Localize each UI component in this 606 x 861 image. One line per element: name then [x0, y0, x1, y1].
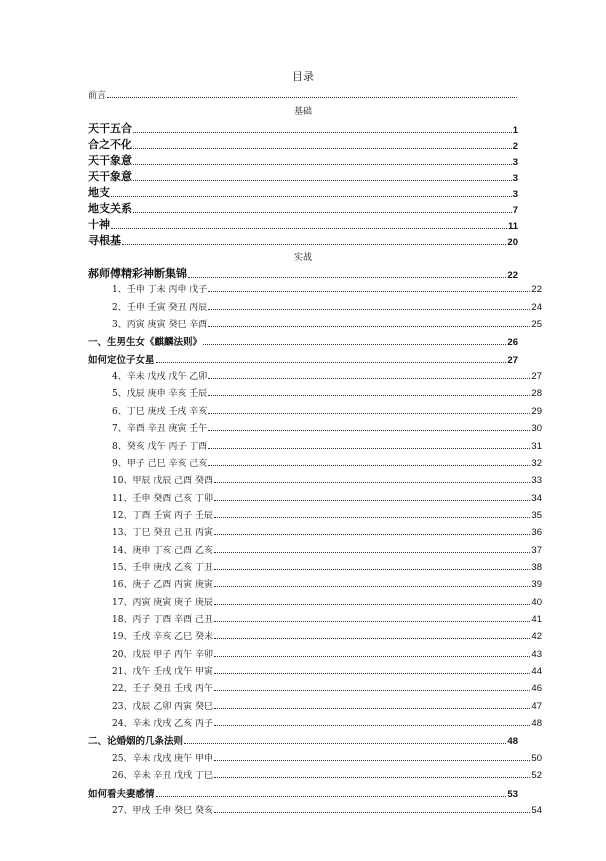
dot-leader [214, 551, 530, 553]
toc-entry-label: 5、戊辰 庚申 辛亥 壬辰 [112, 389, 208, 399]
toc-entry[interactable] [88, 168, 518, 184]
dot-leader [208, 394, 530, 396]
toc-entry-page: 27 [531, 371, 542, 382]
dot-leader [214, 811, 530, 813]
dot-leader [214, 620, 530, 622]
toc-entry-page: 37 [531, 545, 542, 556]
toc-entry[interactable] [88, 473, 542, 486]
toc-entry-page: 48 [507, 736, 518, 747]
toc-entry[interactable] [88, 803, 542, 816]
toc-entry-label: 4、辛未 戊戌 戊午 乙卯 [112, 372, 208, 382]
toc-entry-label: 26、辛未 辛丑 戊戌 丁巳 [112, 771, 214, 781]
toc-entry[interactable] [88, 439, 542, 452]
toc-entry-label: 17、丙寅 庚寅 庚子 庚辰 [112, 598, 214, 608]
page-title: 目录 [292, 70, 314, 83]
dot-leader [208, 429, 530, 431]
dot-leader [156, 361, 507, 363]
dot-leader [214, 689, 530, 691]
dot-leader [122, 243, 506, 245]
toc-entry-label: 二、论婚姻的几条法则 [88, 736, 184, 747]
toc-entry-page: 46 [531, 683, 542, 694]
toc-entry-label: 合之不化 [88, 138, 132, 151]
toc-entry[interactable] [88, 136, 518, 152]
dot-leader [214, 585, 530, 587]
toc-entry-label: 21、戊午 壬戌 戊午 甲寅 [112, 667, 214, 677]
toc-entry-page: 28 [531, 388, 542, 399]
toc-entry[interactable] [88, 282, 542, 295]
toc-entry-label: 寻根基 [88, 234, 121, 247]
toc-entry-label: 15、壬申 庚戌 乙亥 丁丑 [112, 563, 214, 573]
toc-entry[interactable] [88, 184, 518, 200]
toc-entry[interactable] [88, 334, 518, 348]
toc-entry-page: 1 [512, 125, 518, 136]
dot-leader [208, 290, 530, 292]
toc-entry[interactable] [88, 386, 542, 399]
toc-entry[interactable] [88, 612, 542, 625]
dot-leader [208, 412, 530, 414]
toc-entry-label: 16、庚子 乙酉 丙寅 庚寅 [112, 580, 214, 590]
toc-entry-page: 32 [531, 458, 542, 469]
toc-entry-preface[interactable] [88, 88, 518, 101]
dot-leader [208, 377, 530, 379]
toc-entry-label: 24、辛未 戊戌 乙亥 丙子 [112, 719, 214, 729]
toc-entry-label: 郝师傅精彩神断集锦 [88, 267, 187, 280]
toc-entry[interactable] [88, 647, 542, 660]
dot-leader [214, 759, 530, 761]
dot-leader [133, 131, 512, 133]
toc-entry-label: 9、甲子 己巳 辛亥 己亥 [112, 459, 208, 469]
toc-entry-page: 25 [531, 319, 542, 330]
dot-leader [111, 227, 507, 229]
toc-entry[interactable] [88, 595, 542, 608]
toc-entry-label: 10、甲辰 戊辰 己酉 癸酉 [112, 476, 214, 486]
toc-entry[interactable] [88, 681, 542, 694]
toc-entry-label: 27、甲戌 壬申 癸巳 癸亥 [112, 806, 214, 816]
toc-entry-label: 1、壬申 丁未 丙申 戊子 [112, 285, 208, 295]
toc-entry-page: 24 [531, 302, 542, 313]
toc-entry-label: 3、丙寅 庚寅 癸巳 辛酉 [112, 320, 208, 330]
dot-leader [214, 655, 530, 657]
toc-entry-page: 39 [531, 579, 542, 590]
toc-entry[interactable] [88, 120, 518, 136]
toc-entry-label: 22、壬子 癸丑 壬戌 丙午 [112, 684, 214, 694]
dot-leader [214, 568, 530, 570]
toc-entry-label: 12、丁酉 壬寅 丙子 壬辰 [112, 511, 214, 521]
toc-entry[interactable] [88, 265, 518, 281]
toc-entry[interactable] [88, 491, 542, 504]
toc-entry[interactable] [88, 317, 542, 330]
toc-entry-page: 7 [512, 205, 518, 216]
toc-entry-page: 34 [531, 493, 542, 504]
toc-entry[interactable] [88, 786, 518, 800]
toc-entry[interactable] [88, 629, 542, 642]
dot-leader [111, 195, 512, 197]
toc-entry-label: 11、壬申 癸酉 己亥 丁卯 [112, 494, 214, 504]
toc-entry-page: 3 [512, 173, 518, 184]
toc-entry-label: 一、生男生女《麒麟法则》 [88, 337, 203, 348]
toc-entry-page: 43 [531, 649, 542, 660]
section-heading-basic: 基础 [293, 107, 312, 117]
toc-entry-page: 54 [531, 805, 542, 816]
dot-leader [184, 742, 506, 744]
toc-entry-page: 50 [531, 753, 542, 764]
toc-entry-page: 38 [531, 562, 542, 573]
toc-entry-page: 26 [507, 337, 518, 348]
toc-entry-page: 11 [507, 221, 518, 232]
toc-entry-label: 地支关系 [88, 202, 132, 215]
dot-leader [203, 343, 506, 345]
toc-entry-page: 31 [531, 441, 542, 452]
dot-leader [214, 637, 530, 639]
toc-entry-page: 33 [531, 475, 542, 486]
toc-entry-page: 20 [507, 237, 518, 248]
toc-entry-label: 23、戊辰 乙卯 丙寅 癸巳 [112, 702, 214, 712]
toc-entry[interactable] [88, 525, 542, 538]
toc-entry-label: 十神 [88, 218, 110, 231]
toc-entry-label: 天干象意 [88, 170, 132, 183]
dot-leader [214, 672, 530, 674]
dot-leader [133, 179, 512, 181]
toc-entry[interactable] [88, 560, 542, 573]
toc-entry[interactable] [88, 352, 518, 366]
dot-leader [208, 308, 530, 310]
toc-entry[interactable] [88, 768, 542, 781]
toc-entry[interactable] [88, 716, 542, 729]
toc-entry-page: 22 [507, 270, 518, 281]
toc-entry-page: 3 [512, 189, 518, 200]
toc-entry-page: 27 [507, 355, 518, 366]
section-heading-practice: 实战 [293, 253, 312, 263]
toc-entry-page: 53 [507, 789, 518, 800]
toc-entry[interactable] [88, 577, 542, 590]
dot-leader [214, 533, 530, 535]
toc-entry-label: 地支 [88, 186, 110, 199]
dot-leader [208, 447, 530, 449]
toc-entry-label: 18、丙子 丁酉 辛酉 己丑 [112, 615, 214, 625]
toc-entry-page: 30 [531, 423, 542, 434]
toc-entry-page: 42 [531, 631, 542, 642]
dot-leader [208, 464, 530, 466]
toc-entry-page: 29 [531, 406, 542, 417]
toc-entry-label: 天干五合 [88, 122, 132, 135]
toc-entry-label: 8、癸亥 戊午 丙子 丁酉 [112, 442, 208, 452]
dot-leader [214, 776, 530, 778]
toc-entry-page: 47 [531, 701, 542, 712]
dot-leader [214, 724, 530, 726]
dot-leader [133, 163, 512, 165]
toc-entry[interactable] [88, 543, 542, 556]
toc-entry[interactable] [88, 733, 518, 747]
toc-entry[interactable] [88, 456, 542, 469]
dot-leader [214, 603, 530, 605]
toc-entry-label: 前言 [88, 91, 107, 101]
toc-entry[interactable] [88, 421, 542, 434]
toc-entry[interactable] [88, 232, 518, 248]
dot-leader [156, 795, 507, 797]
toc-entry[interactable] [88, 216, 518, 232]
toc-entry[interactable] [88, 404, 542, 417]
toc-entry-label: 如何定位子女星 [88, 355, 155, 366]
toc-entry-label: 19、壬戌 辛亥 乙巳 癸未 [112, 632, 214, 642]
dot-leader [214, 499, 530, 501]
dot-leader [208, 325, 530, 327]
toc-entry-page: 41 [531, 614, 542, 625]
toc-entry[interactable] [88, 369, 542, 382]
toc-entry[interactable] [88, 699, 542, 712]
toc-entry-page: 40 [531, 597, 542, 608]
toc-entry-page: 52 [531, 770, 542, 781]
toc-entry[interactable] [88, 152, 518, 168]
toc-entry-page: 22 [531, 284, 542, 295]
toc-entry-page: 2 [512, 141, 518, 152]
toc-entry-label: 13、丁巳 癸丑 己丑 丙寅 [112, 528, 214, 538]
dot-leader [214, 707, 530, 709]
toc-entry[interactable] [88, 664, 542, 677]
toc-entry-label: 14、庚申 丁亥 己酉 乙亥 [112, 546, 214, 556]
toc-entry[interactable] [88, 508, 542, 521]
dot-leader [133, 211, 512, 213]
toc-entry-label: 25、辛未 戊戌 庚午 甲申 [112, 754, 214, 764]
toc-entry-label: 2、壬申 壬寅 癸丑 丙辰 [112, 303, 208, 313]
toc-entry-label: 6、丁巳 庚戌 壬戌 辛亥 [112, 407, 208, 417]
toc-entry-page: 3 [512, 157, 518, 168]
toc-entry-page: 44 [531, 666, 542, 677]
dot-leader [214, 481, 530, 483]
dot-leader [107, 96, 517, 98]
dot-leader [133, 147, 512, 149]
toc-entry[interactable] [88, 751, 542, 764]
toc-entry-label: 如何看夫妻感情 [88, 789, 155, 800]
toc-entry[interactable] [88, 300, 542, 313]
toc-entry-page: 48 [531, 718, 542, 729]
toc-entry[interactable] [88, 200, 518, 216]
toc-entry-page: 36 [531, 527, 542, 538]
toc-entry-label: 20、戊辰 甲子 丙午 辛卯 [112, 650, 214, 660]
toc-entry-label: 7、辛酉 辛丑 庚寅 壬午 [112, 424, 208, 434]
dot-leader [188, 276, 506, 278]
toc-entry-page: 35 [531, 510, 542, 521]
dot-leader [214, 516, 530, 518]
toc-entry-label: 天干象意 [88, 154, 132, 167]
